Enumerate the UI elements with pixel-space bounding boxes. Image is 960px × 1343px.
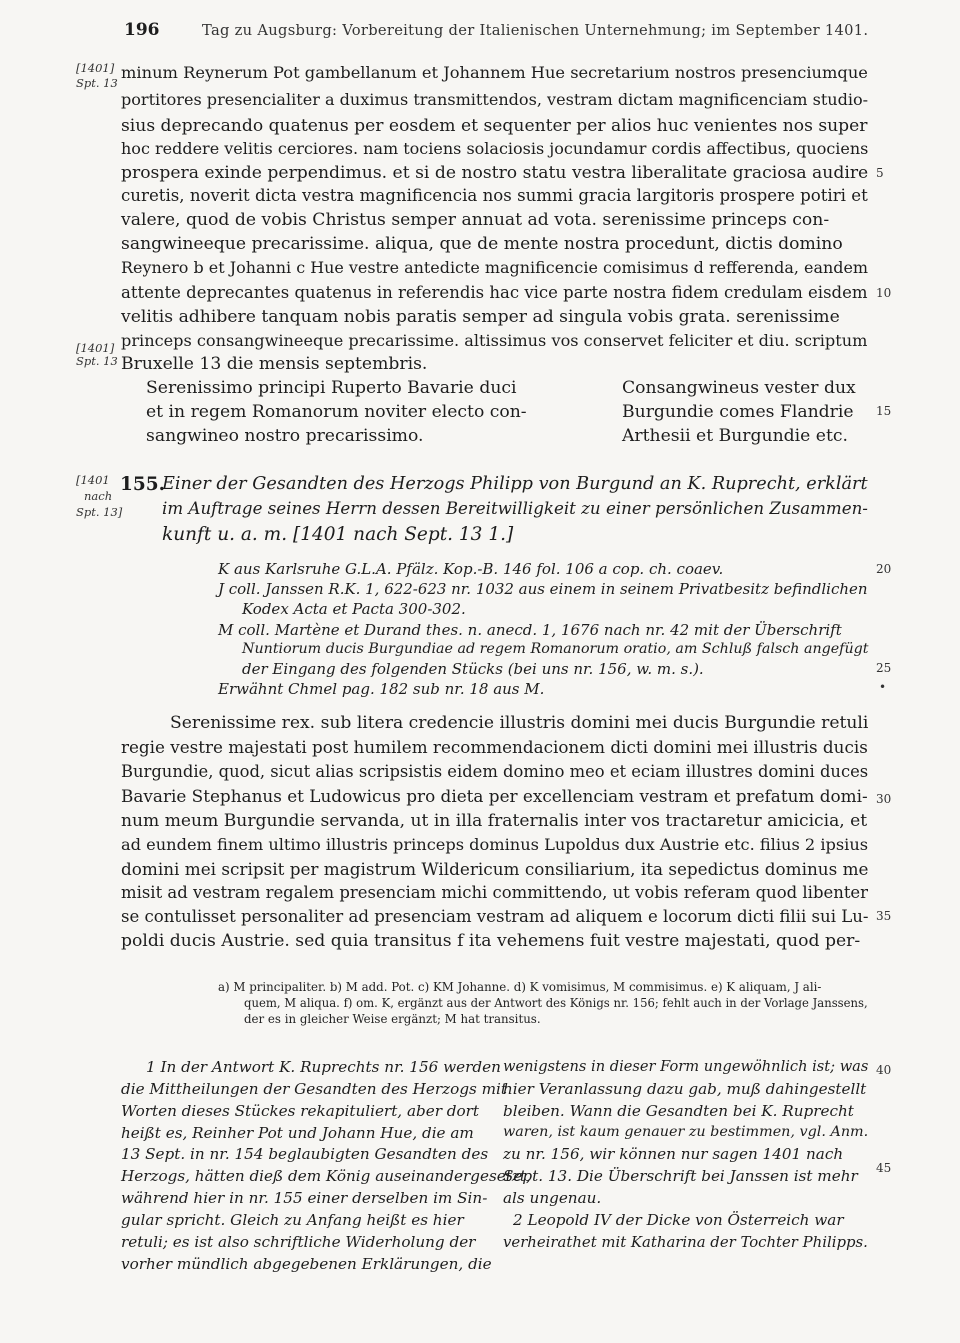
text-line: portitores presencialiter a duximus transmittendos, vestram dictam magnificenciam studio- [121,90,869,109]
text-line: Bavarie Stephanus et Ludowicus pro dieta per excellenciam vestram et prefatum domi- [121,786,868,806]
line-number: 5 [876,166,884,180]
text-line: princeps consangwineeque precarissime. altissimus vos conservet feliciter et diu. scriptum [121,331,868,350]
signature-line: Consangwineus vester dux [622,378,856,398]
line-number: 25 [876,661,892,675]
margin-date: [1401] [76,61,115,75]
text-line: Serenissime rex. sub litera credencie illustris domini mei ducis Burgundie retuli [170,713,869,733]
line-number: 30 [876,792,892,806]
source-line: J coll. Janssen R.K. 1, 622-623 nr. 1032 aus einem in seinem Privatbesitz befindlichen [218,580,868,598]
footnote-line: heißt es, Reinher Pot und Johann Hue, die am [121,1124,474,1142]
text-line: Burgundie, quod, sicut alias scripsistis eidem domino meo et eciam illustres domini duces [121,762,869,781]
footnote-line: Sept. 13. Die Überschrift bei Janssen ist mehr [503,1167,858,1185]
footnote-line: Worten dieses Stückes rekapituliert, aber dort [121,1102,480,1120]
source-line: M coll. Martène et Durand thes. n. anecd. 1, 1676 nach nr. 42 mit der Überschrift [218,621,842,639]
source-line: Erwähnt Chmel pag. 182 sub nr. 18 aus M. [218,680,545,698]
source-line: der Eingang des folgenden Stücks (bei uns nr. 156, w. m. s.). [242,660,704,678]
text-line: domini mei scripsit per magistrum Wildericum consiliarium, ita sepedictus dominus me [121,859,869,879]
line-number: 10 [876,286,892,300]
signature-line: Burgundie comes Flandrie [622,402,854,422]
footnote-line: verheirathet mit Katharina der Tochter Philipps. [503,1233,868,1251]
document-heading: kunft u. a. m. [1401 nach Sept. 13 1.] [162,524,514,545]
source-line: Kodex Acta et Pacta 300-302. [242,600,466,618]
text-line: velitis adhibere tanquam nobis paratis semper ad singula vobis grata. serenissime [121,307,840,327]
text-line: se contulisset personaliter ad presenciam vestram ad aliquem e locorum dicti filii sui Lu- [121,907,869,926]
line-number: 15 [876,404,892,418]
text-line: prospera exinde perpendimus. et si de nostro statu vestra liberalitate graciosa audire [121,163,869,183]
text-line: Bruxelle 13 die mensis septembris. [121,354,428,374]
footnote-line: waren, ist kaum genauer zu bestimmen, vgl. Anm. [503,1124,869,1140]
footnote-line: retuli; es ist also schriftliche Widerholung der [121,1233,476,1251]
margin-date: Spt. 13] [76,505,123,519]
footnote-line: die Mittheilungen der Gesandten des Herzogs mit [121,1080,508,1098]
text-line: sangwineeque precarissime. aliqua, que de mente nostra procedunt, dictis domino [121,234,843,254]
text-line: minum Reynerum Pot gambellanum et Johannem Hue secretarium nostros presenciumque [121,63,868,82]
address-line: Serenissimo principi Ruperto Bavarie duci [146,378,517,398]
footnote-line: während hier in nr. 155 einer derselben im Sin- [121,1189,488,1207]
line-marker: • [879,680,887,694]
footnote-line: wenigstens in dieser Form ungewöhnlich ist; was [503,1058,869,1075]
footnote-line: 13 Sept. in nr. 154 beglaubigten Gesandten des [121,1145,489,1163]
page-number: 196 [124,20,160,40]
variant-line: quem, M aliqua. f) om. K, ergänzt aus der Antwort des Königs nr. 156; fehlt auch in der Vorlage Janssens, [244,996,868,1010]
line-number: 20 [876,562,892,576]
text-line: hoc reddere velitis cerciores. nam tociens solaciosis jocundamur cordis affectibus, quociens [121,139,869,158]
running-title: Tag zu Augsburg: Vorbereitung der Italienischen Unternehmung; im September 1401. [202,22,869,39]
address-line: sangwineo nostro precarissimo. [146,426,424,446]
line-number: 35 [876,909,892,923]
document-number: 155. [120,474,166,495]
footnote-line: zu nr. 156, wir können nur sagen 1401 nach [503,1145,844,1163]
footnote-line: als ungenau. [503,1189,602,1207]
text-line: poldi ducis Austrie. sed quia transitus f ita vehemens fuit vestre majestati, quod per- [121,931,861,951]
footnote-line: gular spricht. Gleich zu Anfang heißt es hier [121,1211,464,1229]
variant-line: a) M principaliter. b) M add. Pot. c) KM Johanne. d) K vomisimus, M commisimus. e) K aliquam, J ali- [218,980,822,994]
margin-date: nach [84,489,113,503]
margin-date: [1401] [76,341,115,355]
document-heading: Einer der Gesandten des Herzogs Philipp von Burgund an K. Ruprecht, erklärt [162,474,868,494]
address-line: et in regem Romanorum noviter electo con- [146,402,527,422]
source-line: Nuntiorum ducis Burgundiae ad regem Romanorum oratio, am Schluß falsch angefügt [242,641,869,657]
line-number: 40 [876,1063,892,1077]
text-line: ad eundem finem ultimo illustris princeps dominus Lupoldus dux Austrie etc. filius 2 ipsius [121,835,869,854]
text-line: sius deprecando quatenus per eosdem et sequenter per alios huc venientes nos super [121,116,868,136]
text-line: regie vestre majestati post humilem recommendacionem dicti domini mei illustris ducis [121,737,868,757]
margin-date: Spt. 13 [76,76,118,90]
source-line: K aus Karlsruhe G.L.A. Pfälz. Kop.-B. 146 fol. 106 a cop. ch. coaev. [218,560,724,578]
margin-date: [1401 [76,473,110,487]
document-heading: im Auftrage seines Herrn dessen Bereitwilligkeit zu einer persönlichen Zusammen- [162,499,868,518]
text-line: attente deprecantes quatenus in referendis hac vice parte nostra fidem credulam eisdem [121,283,868,302]
footnote-line: 1 In der Antwort K. Ruprechts nr. 156 werden [146,1058,501,1076]
footnote-line: vorher mündlich abgegebenen Erklärungen, die [121,1255,492,1273]
footnote-line: 2 Leopold IV der Dicke von Österreich war [513,1211,844,1229]
text-line: valere, quod de vobis Christus semper annuat ad vota. serenissime princeps con- [121,210,830,230]
text-line: num meum Burgundie servanda, ut in illa fraternalis inter vos tractaretur amicicia, et [121,811,868,831]
footnote-line: bleiben. Wann die Gesandten bei K. Ruprecht [503,1102,854,1120]
text-line: Reynero b et Johanni c Hue vestre antedicte magnificencie comisimus d refferenda, eandem [121,258,869,277]
text-line: curetis, noverit dicta vestra magnificencia nos summi gracia largitoris prospere potiri et [121,186,868,205]
line-number: 45 [876,1161,892,1175]
variant-line: der es in gleicher Weise ergänzt; M hat transitus. [244,1012,541,1026]
signature-line: Arthesii et Burgundie etc. [622,426,848,446]
footnote-line: Herzogs, hätten dieß dem König auseinandergesetzt, [121,1167,531,1185]
footnote-line: hier Veranlassung dazu gab, muß dahingestellt [503,1080,867,1098]
margin-date: Spt. 13 [76,354,118,368]
text-line: misit ad vestram regalem presenciam michi committendo, ut vobis referam quod libenter [121,883,869,902]
